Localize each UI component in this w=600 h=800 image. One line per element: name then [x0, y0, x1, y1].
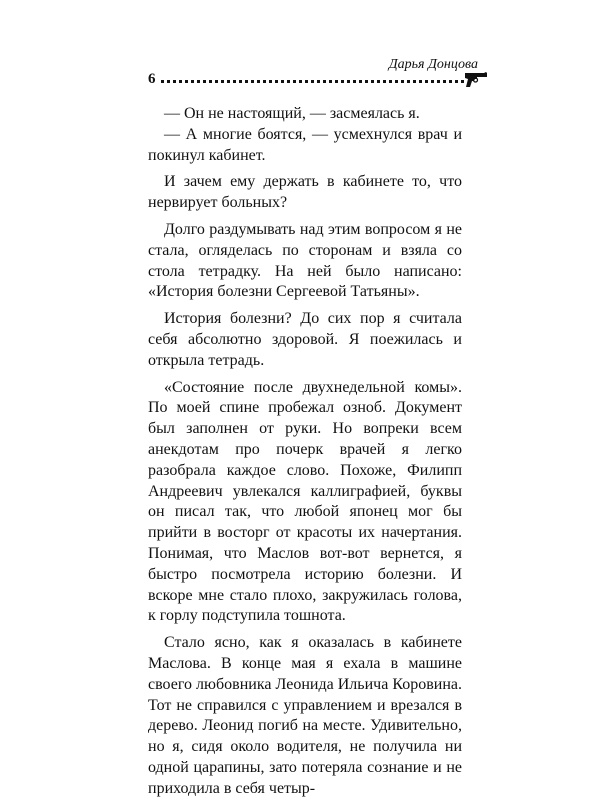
paragraph-7: Стало ясно, как я оказалась в кабинете Маслова. В конце мая я ехала в машине своего любовника Леонида Ильича Коровина. Тот не справился с управлением и врезался в дерево. Леонид погиб на месте. Удивительно, но я, сидя около водителя, не получила ни одной царапины, зато потеряла сознание и не приходила в себя четыр-	[148, 634, 462, 797]
running-header	[148, 58, 486, 94]
paragraph-3: И зачем ему держать в кабинете то, что нервирует больных?	[148, 173, 462, 212]
paragraph-4: Долго раздумывать над этим вопросом я не стала, огляделась по сторонам и взяла со стола тетрадку. На ней было написано: «История болезни Сергеевой Татьяны».	[148, 220, 462, 301]
paragraph-1: — Он не настоящий, — засмеялась я.	[164, 105, 420, 122]
paragraph-5: История болезни? До сих пор я считала себя абсолютно здоровой. Я поежилась и открыла тетрадь.	[148, 310, 462, 369]
pistol-icon	[464, 70, 488, 88]
author-name: Дарья Донцова	[388, 57, 478, 72]
paragraph-2: — А многие боятся, — усмехнулся врач и покинул кабинет.	[148, 125, 462, 164]
page-number: 6	[148, 71, 156, 87]
body-text	[148, 104, 462, 800]
paragraph-6: «Состояние после двухнедельной комы». По моей спине пробежал озноб. Документ был заполнен от руки. Но вопреки всем анекдотам про почерк врачей я легко разобрала каждое слово. Похоже, Филипп Андреевич увлекался каллиграфией, буквы он писал так, что любой японец мог бы прийти в восторг от красоты их начертания. Понимая, что Маслов вот-вот вернется, я быстро посмотрела историю болезни. И вскоре мне стало плохо, закружилась голова, к горлу подступила тошнота.	[148, 378, 462, 625]
dotted-leader-line	[161, 80, 464, 83]
